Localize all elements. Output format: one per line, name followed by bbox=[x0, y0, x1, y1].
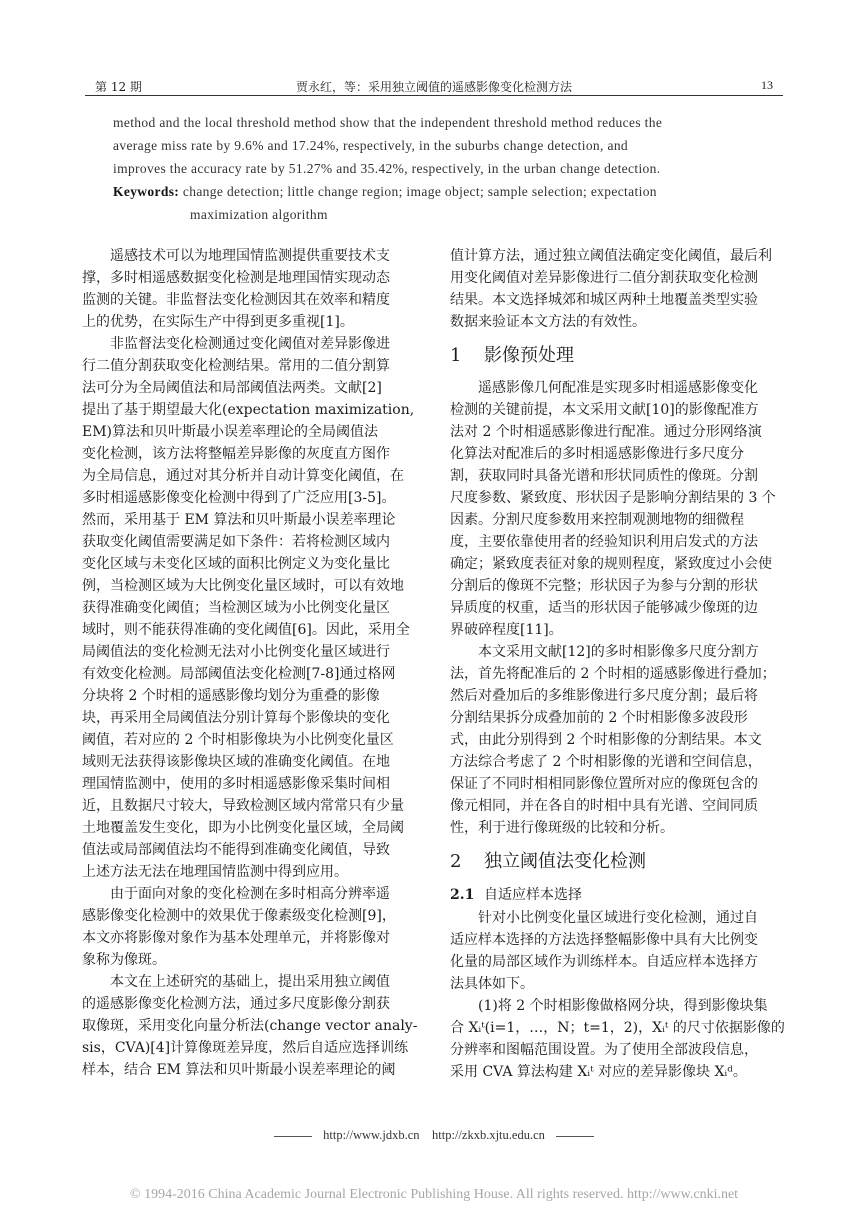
text-line: 数据来验证本文方法的有效性。 bbox=[450, 314, 646, 330]
text-line: 域时，则不能获得准确的变化阈值[6]。因此，采用全 bbox=[82, 622, 410, 638]
text-line: 化算法对配准后的多时相遥感影像进行多尺度分 bbox=[450, 446, 744, 462]
text-line: 异质度的权重，适当的形状因子能够减少像斑的边 bbox=[450, 600, 758, 616]
text-line: 变化检测，该方法将整幅差异影像的灰度直方图作 bbox=[82, 446, 390, 462]
abstract-block bbox=[113, 111, 756, 226]
text-line: 象称为像斑。 bbox=[82, 952, 166, 968]
subsection-2-1-body bbox=[450, 907, 786, 1083]
text-line: 获得准确变化阈值；当检测区域为小比例变化量区 bbox=[82, 600, 390, 616]
text-line: 感影像变化检测中的效果优于像素级变化检测[9]， bbox=[82, 908, 396, 924]
footer-rule bbox=[274, 1136, 312, 1137]
text-line: 采用 CVA 算法构建 Xᵢᵗ 对应的差异影像块 Xᵢᵈ。 bbox=[450, 1064, 747, 1080]
keywords-label: Keywords: bbox=[113, 184, 180, 199]
text-line: 分块将 2 个时相的遥感影像均划分为重叠的影像 bbox=[82, 688, 380, 704]
text-line: 撑，多时相遥感数据变化检测是地理国情实现动态 bbox=[82, 270, 390, 286]
text-line: 多时相遥感影像变化检测中得到了广泛应用[3-5]。 bbox=[82, 490, 396, 506]
text-line: 分割结果拆分成叠加前的 2 个时相影像多波段形 bbox=[450, 710, 748, 726]
text-line: 分辨率和图幅范围设置。为了使用全部波段信息， bbox=[450, 1042, 758, 1058]
subsection-title: 自适应样本选择 bbox=[484, 887, 582, 903]
text-line: 适应样本选择的方法选择整幅影像中具有大比例变 bbox=[450, 932, 758, 948]
page-number: 13 bbox=[761, 78, 773, 92]
text-line: 法，首先将配准后的 2 个时相的遥感影像进行叠加； bbox=[450, 666, 776, 682]
text-line: 变化区域与未变化区域的面积比例定义为变化量比 bbox=[82, 556, 390, 572]
text-line: 上的优势，在实际生产中得到更多重视[1]。 bbox=[82, 314, 354, 330]
text-line: 界破碎程度[11]。 bbox=[450, 622, 563, 638]
text-line: 上述方法无法在地理国情监测中得到应用。 bbox=[82, 864, 348, 880]
text-line: 针对小比例变化量区域进行变化检测，通过自 bbox=[478, 910, 758, 926]
text-line: 理国情监测中，使用的多时相遥感影像采集时间相 bbox=[82, 776, 390, 792]
issue-number: 第 12 期 bbox=[95, 80, 142, 94]
section-title: 独立阈值法变化检测 bbox=[484, 851, 646, 872]
section-heading-2 bbox=[450, 845, 786, 879]
text-line: 保证了不同时相相同影像位置所对应的像斑包含的 bbox=[450, 776, 758, 792]
abstract-line: improves the accuracy rate by 51.27% and 35.42%, respectively, in the urban change detection. bbox=[113, 161, 661, 176]
text-line: 像元相同，并在各自的时相中具有光谱、空间同质 bbox=[450, 798, 758, 814]
text-line: 为全局信息，通过对其分析并自动计算变化阈值，在 bbox=[82, 468, 404, 484]
text-line: 非监督法变化检测通过变化阈值对差异影像进 bbox=[110, 336, 390, 352]
text-line: 尺度参数、紧致度、形状因子是影响分割结果的 3 个 bbox=[450, 490, 776, 506]
text-line: 割，获取同时具备光谱和形状同质性的像斑。分割 bbox=[450, 468, 758, 484]
keywords-text: change detection; little change region; image object; sample selection; expectation bbox=[182, 184, 657, 199]
text-line: 由于面向对象的变化检测在多时相高分辨率遥 bbox=[110, 886, 390, 902]
section-number: 1 bbox=[450, 345, 462, 366]
text-line: 分割后的像斑不完整；形状因子为参与分割的形状 bbox=[450, 578, 758, 594]
section-heading-1 bbox=[450, 339, 786, 373]
text-line: 值法或局部阈值法均不能得到准确变化阈值，导致 bbox=[82, 842, 390, 858]
footer-rule bbox=[556, 1136, 594, 1137]
running-header bbox=[85, 73, 783, 96]
text-line: EM)算法和贝叶斯最小误差率理论的全局阈值法 bbox=[82, 424, 379, 440]
text-line: 法可分为全局阈值法和局部阈值法两类。文献[2] bbox=[82, 380, 382, 396]
text-line: 监测的关键。非监督法变化检测因其在效率和精度 bbox=[82, 292, 390, 308]
text-line: 行二值分割获取变化检测结果。常用的二值分割算 bbox=[82, 358, 390, 374]
text-line: 因素。分割尺度参数用来控制观测地物的细微程 bbox=[450, 512, 744, 528]
text-line: 法具体如下。 bbox=[450, 976, 534, 992]
text-line: (1)将 2 个时相影像做格网分块，得到影像块集 bbox=[478, 998, 768, 1014]
text-line: 本文在上述研究的基础上，提出采用独立阈值 bbox=[110, 974, 390, 990]
subsection-heading-2-1 bbox=[450, 883, 786, 907]
text-line: 值计算方法，通过独立阈值法确定变化阈值，最后利 bbox=[450, 248, 772, 264]
text-line: 局阈值法的变化检测无法对小比例变化量区域进行 bbox=[82, 644, 390, 660]
text-line: 获取变化阈值需要满足如下条件：若将检测区域内 bbox=[82, 534, 390, 550]
text-line: 法对 2 个时相遥感影像进行配准。通过分形网络演 bbox=[450, 424, 762, 440]
text-line: 有效变化检测。局部阈值法变化检测[7-8]通过格网 bbox=[82, 666, 396, 682]
text-line: 结果。本文选择城郊和城区两种土地覆盖类型实验 bbox=[450, 292, 758, 308]
text-line: 阈值，若对应的 2 个时相影像块为小比例变化量区 bbox=[82, 732, 394, 748]
intro-continuation bbox=[450, 245, 786, 333]
section-1-body bbox=[450, 377, 786, 839]
text-line: 化量的局部区域作为训练样本。自适应样本选择方 bbox=[450, 954, 758, 970]
abstract-line: method and the local threshold method show that the independent threshold method reduces the bbox=[113, 115, 663, 130]
keywords-line bbox=[113, 180, 756, 203]
text-line: 近，且数据尺寸较大，导致检测区域内常常只有少量 bbox=[82, 798, 404, 814]
text-line: 遥感技术可以为地理国情监测提供重要技术支 bbox=[110, 248, 390, 264]
copyright-notice: © 1994-2016 China Academic Journal Electronic Publishing House. All rights reserved. http://www.cnki.net bbox=[129, 1187, 739, 1202]
text-line: 方法综合考虑了 2 个时相影像的光谱和空间信息， bbox=[450, 754, 762, 770]
journal-urls bbox=[0, 1128, 868, 1143]
text-line: 例，当检测区域为大比例变化量区域时，可以有效地 bbox=[82, 578, 404, 594]
journal-url-2[interactable]: http://zkxb.xjtu.edu.cn bbox=[432, 1128, 545, 1142]
text-line: 然后对叠加后的多维影像进行多尺度分割；最后将 bbox=[450, 688, 758, 704]
text-line: 检测的关键前提，本文采用文献[10]的影像配准方 bbox=[450, 402, 759, 418]
body-column-left bbox=[82, 245, 418, 1081]
journal-url-1[interactable]: http://www.jdxb.cn bbox=[323, 1128, 420, 1142]
text-line: 合 Xᵢᵗ(i=1，…，N；t=1，2)，Xᵢᵗ 的尺寸依据影像的 bbox=[450, 1020, 785, 1036]
running-title: 贾永红，等：采用独立阈值的遥感影像变化检测方法 bbox=[295, 80, 572, 94]
keywords-line-continued: maximization algorithm bbox=[190, 207, 328, 222]
abstract-line: average miss rate by 9.6% and 17.24%, respectively, in the suburbs change detection, and bbox=[113, 138, 629, 153]
text-line: 用变化阈值对差异影像进行二值分割获取变化检测 bbox=[450, 270, 758, 286]
subsection-number: 2.1 bbox=[450, 887, 475, 903]
text-line: 土地覆盖发生变化，即为小比例变化量区域，全局阈 bbox=[82, 820, 404, 836]
text-line: 的遥感影像变化检测方法，通过多尺度影像分割获 bbox=[82, 996, 390, 1012]
body-column-right bbox=[450, 245, 786, 1083]
text-line: 提出了基于期望最大化(expectation maximization, bbox=[82, 402, 415, 418]
text-line: 块，再采用全局阈值法分别计算每个影像块的变化 bbox=[82, 710, 390, 726]
text-line: 遥感影像几何配准是实现多时相遥感影像变化 bbox=[478, 380, 758, 396]
text-line: 取像斑，采用变化向量分析法(change vector analy- bbox=[82, 1018, 418, 1034]
text-line: 本文亦将影像对象作为基本处理单元，并将影像对 bbox=[82, 930, 390, 946]
section-number: 2 bbox=[450, 851, 462, 872]
text-line: 然而，采用基于 EM 算法和贝叶斯最小误差率理论 bbox=[82, 512, 396, 528]
text-line: 式，由此分别得到 2 个时相影像的分割结果。本文 bbox=[450, 732, 762, 748]
text-line: 本文采用文献[12]的多时相影像多尺度分割方 bbox=[478, 644, 759, 660]
text-line: sis，CVA)[4]计算像斑差异度，然后自适应选择训练 bbox=[82, 1040, 409, 1056]
text-line: 度，主要依靠使用者的经验知识利用启发式的方法 bbox=[450, 534, 758, 550]
text-line: 确定；紧致度表征对象的规则程度，紧致度过小会使 bbox=[450, 556, 772, 572]
text-line: 样本，结合 EM 算法和贝叶斯最小误差率理论的阈 bbox=[82, 1062, 396, 1078]
text-line: 性，利于进行像斑级的比较和分析。 bbox=[450, 820, 674, 836]
text-line: 域则无法获得该影像块区域的准确变化阈值。在地 bbox=[82, 754, 390, 770]
section-title: 影像预处理 bbox=[484, 345, 574, 366]
